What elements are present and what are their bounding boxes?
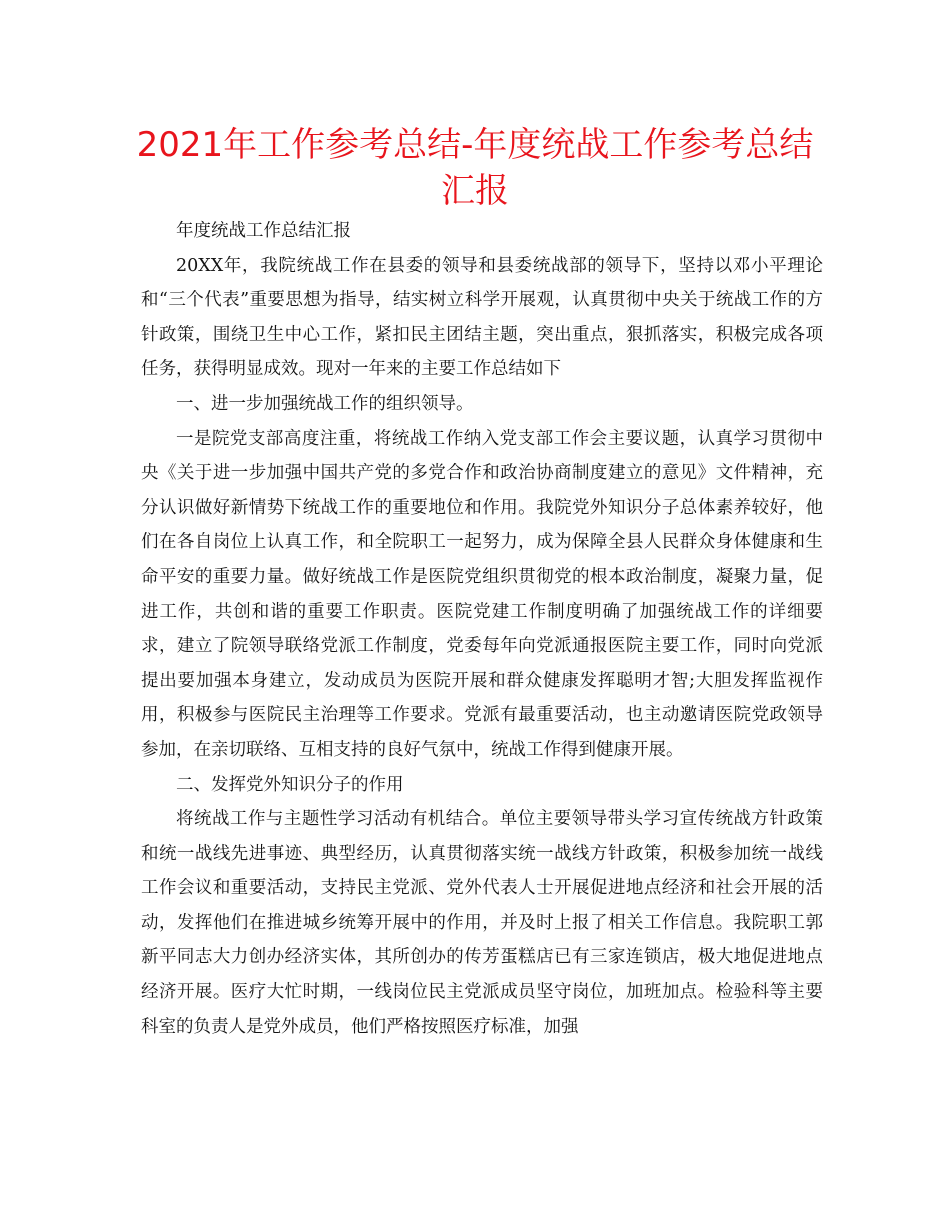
document-body [141, 214, 823, 1044]
section-heading-1: 一、进一步加强统战工作的组织领导。 [176, 393, 474, 414]
document-title: 2021年工作参考总结-年度统战工作参考总结汇报 [136, 125, 814, 211]
section-2-paragraph: 将统战工作与主题性学习活动有机结合。单位主要领导带头学习宣传统战方针政策和统一战线先进事迹、典型经历，认真贯彻落实统一战线方针政策，积极参加统一战线工作会议和重要活动，支持民主党派、党外代表人士开展促进地点经济和社会开展的活动，发挥他们在推进城乡统筹开展中的作用，并及时上报了相关工作信息。我院职工郭新平同志大力创办经济实体，其所创办的传芳蛋糕店已有三家连锁店，极大地促进地点经济开展。医疗大忙时期，一线岗位民主党派成员坚守岗位，加班加点。检验科等主要科室的负责人是党外成员，他们严格按照医疗标准，加强 [141, 809, 823, 1037]
intro-paragraph: 20XX年，我院统战工作在县委的领导和县委统战部的领导下，坚持以邓小平理论和“三个代表”重要思想为指导，结实树立科学开展观，认真贯彻中央关于统战工作的方针政策，围绕卫生中心工作，紧扣民主团结主题，突出重点，狠抓落实，积极完成各项任务，获得明显成效。现对一年来的主要工作总结如下 [141, 255, 823, 380]
section-1-paragraph: 一是院党支部高度注重，将统战工作纳入党支部工作会主要议题，认真学习贯彻中央《关于进一步加强中国共产党的多党合作和政治协商制度建立的意见》文件精神，充分认识做好新情势下统战工作的重要地位和作用。我院党外知识分子总体素养较好，他们在各自岗位上认真工作，和全院职工一起努力，成为保障全县人民群众身体健康和生命平安的重要力量。做好统战工作是医院党组织贯彻党的根本政治制度，凝聚力量，促进工作，共创和谐的重要工作职责。医院党建工作制度明确了加强统战工作的详细要求，建立了院领导联络党派工作制度，党委每年向党派通报医院主要工作，同时向党派提出要加强本身建立，发动成员为医院开展和群众健康发挥聪明才智;大胆发挥监视作用，积极参与医院民主治理等工作要求。党派有最重要活动，也主动邀请医院党政领导参加，在亲切联络、互相支持的良好气氛中，统战工作得到健康开展。 [141, 428, 823, 760]
section-heading-2: 二、发挥党外知识分子的作用 [176, 774, 404, 795]
subtitle-paragraph: 年度统战工作总结汇报 [176, 221, 351, 241]
